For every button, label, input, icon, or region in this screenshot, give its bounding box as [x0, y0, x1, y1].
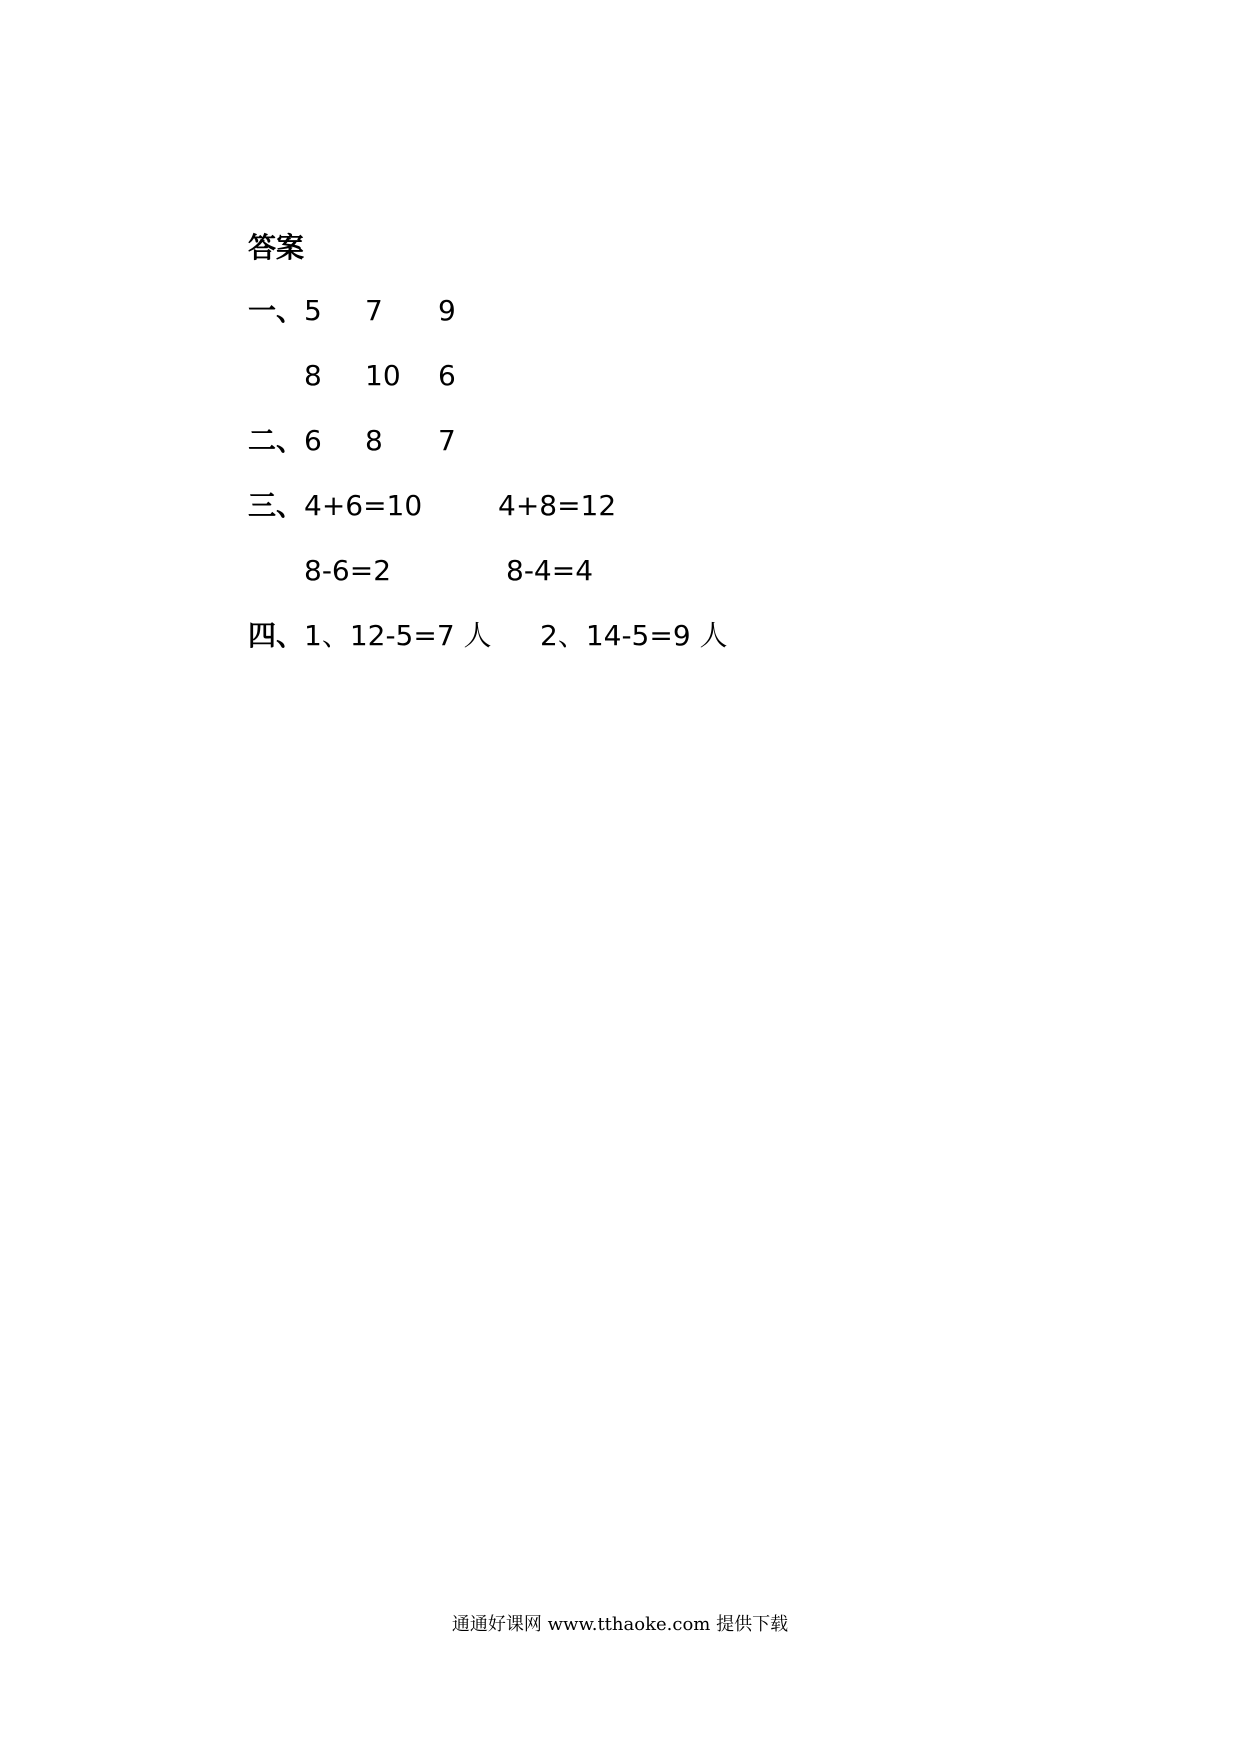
section-2-label: 二、 — [248, 424, 305, 457]
footer-credit: 通通好课网 www.tthaoke.com 提供下载 — [451, 1614, 789, 1635]
word-problem-answer: 2、14-5=9 人 — [540, 619, 728, 652]
section-4-label: 四、 — [248, 619, 305, 652]
answer-value: 8 — [365, 424, 383, 457]
answer-value: 7 — [438, 424, 456, 457]
answer-value: 6 — [438, 359, 456, 392]
word-problem-answer: 1、12-5=7 人 — [304, 619, 492, 652]
equation: 8-4=4 — [506, 554, 594, 587]
answer-value: 5 — [304, 294, 322, 327]
answer-value: 9 — [438, 294, 456, 327]
equation: 8-6=2 — [304, 554, 392, 587]
answer-value: 6 — [304, 424, 322, 457]
page-title: 答案 — [248, 231, 305, 264]
equation: 4+8=12 — [498, 489, 617, 522]
answer-value: 7 — [365, 294, 383, 327]
section-1-label: 一、 — [248, 294, 305, 327]
answer-value: 10 — [365, 359, 401, 392]
answer-value: 8 — [304, 359, 322, 392]
section-3-label: 三、 — [248, 489, 305, 522]
equation: 4+6=10 — [304, 489, 423, 522]
